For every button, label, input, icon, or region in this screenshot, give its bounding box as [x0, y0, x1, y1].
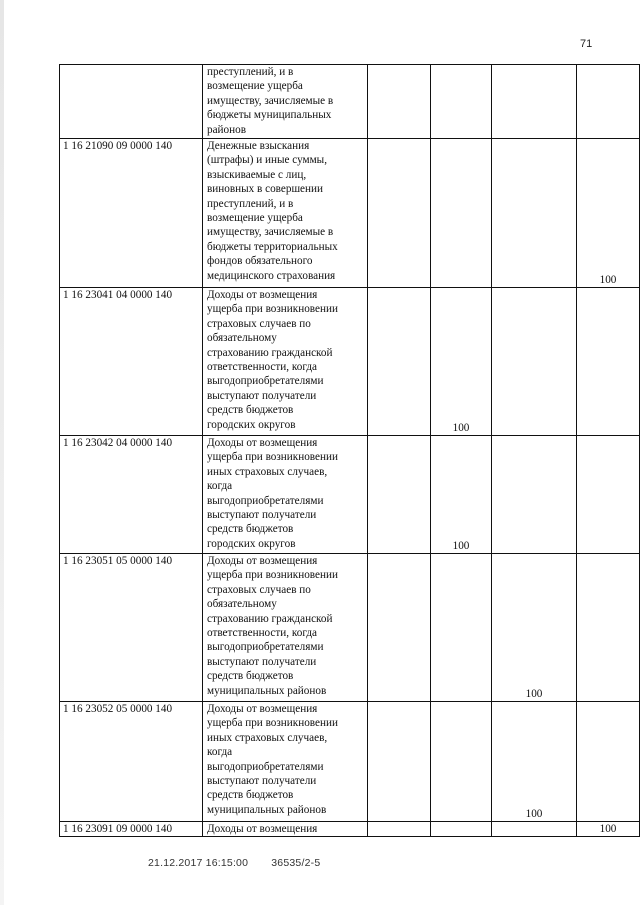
budget-code-cell: 1 16 23041 04 0000 140	[60, 288, 203, 436]
revenue-name-cell: Доходы от возмещения ущерба при возникновении иных страховых случаев, когда выгодоприобретателями выступают получатели средств бюджетов городских округов	[203, 436, 368, 554]
value-cell-3	[492, 139, 577, 288]
value-cell-3: 100	[492, 702, 577, 822]
table-row	[60, 822, 640, 837]
value-cell-3	[492, 436, 577, 554]
scan-edge-shadow	[0, 0, 4, 905]
table-row	[60, 554, 640, 702]
footer-datetime: 21.12.2017 16:15:00	[148, 857, 249, 869]
revenue-name-cell: Доходы от возмещения	[203, 822, 368, 837]
value-cell-1	[368, 554, 431, 702]
value-cell-4	[577, 436, 640, 554]
value-cell-3	[492, 288, 577, 436]
revenue-name-cell: преступлений, и в возмещение ущерба имуществу, зачисляемые в бюджеты муниципальных районов	[203, 65, 368, 139]
page-number: 71	[580, 38, 593, 50]
value-cell-1	[368, 822, 431, 837]
table-row	[60, 702, 640, 822]
value-cell-4	[577, 554, 640, 702]
budget-code-cell: 1 16 23051 05 0000 140	[60, 554, 203, 702]
budget-code-cell: 1 16 23042 04 0000 140	[60, 436, 203, 554]
revenue-classification-table	[59, 64, 640, 837]
value-cell-1	[368, 702, 431, 822]
budget-code-cell: 1 16 21090 09 0000 140	[60, 139, 203, 288]
value-cell-2	[431, 822, 492, 837]
value-cell-3	[492, 822, 577, 837]
value-cell-2	[431, 554, 492, 702]
value-cell-4: 100	[577, 822, 640, 837]
document-footer	[148, 857, 320, 869]
value-cell-2: 100	[431, 436, 492, 554]
value-cell-1	[368, 288, 431, 436]
value-cell-1	[368, 139, 431, 288]
value-cell-1	[368, 436, 431, 554]
revenue-name-cell: Доходы от возмещения ущерба при возникновении страховых случаев по обязательному страхованию гражданской ответственности, когда выгодоприобретателями выступают получатели средств бюджетов городских округов	[203, 288, 368, 436]
value-cell-2	[431, 65, 492, 139]
value-cell-1	[368, 65, 431, 139]
budget-code-cell: 1 16 23091 09 0000 140	[60, 822, 203, 837]
budget-code-cell	[60, 65, 203, 139]
value-cell-4	[577, 702, 640, 822]
value-cell-4: 100	[577, 139, 640, 288]
value-cell-2: 100	[431, 288, 492, 436]
value-cell-4	[577, 65, 640, 139]
value-cell-2	[431, 702, 492, 822]
revenue-name-cell: Доходы от возмещения ущерба при возникновении иных страховых случаев, когда выгодоприобретателями выступают получатели средств бюджетов муниципальных районов	[203, 702, 368, 822]
table-row	[60, 139, 640, 288]
table-row	[60, 65, 640, 139]
table-body	[60, 65, 640, 837]
revenue-name-cell: Доходы от возмещения ущерба при возникновении страховых случаев по обязательному страхованию гражданской ответственности, когда выгодоприобретателями выступают получатели средств бюджетов муниципальных районов	[203, 554, 368, 702]
value-cell-3	[492, 65, 577, 139]
table-row	[60, 288, 640, 436]
revenue-name-cell: Денежные взыскания (штрафы) и иные суммы, взыскиваемые с лиц, виновных в совершении преступлений, и в возмещение ущерба имуществу, зачисляемые в бюджеты территориальных фондов обязательного медицинского страхования	[203, 139, 368, 288]
value-cell-4	[577, 288, 640, 436]
table-row	[60, 436, 640, 554]
value-cell-3: 100	[492, 554, 577, 702]
value-cell-2	[431, 139, 492, 288]
footer-doc-id: 36535/2-5	[271, 857, 321, 869]
budget-code-cell: 1 16 23052 05 0000 140	[60, 702, 203, 822]
